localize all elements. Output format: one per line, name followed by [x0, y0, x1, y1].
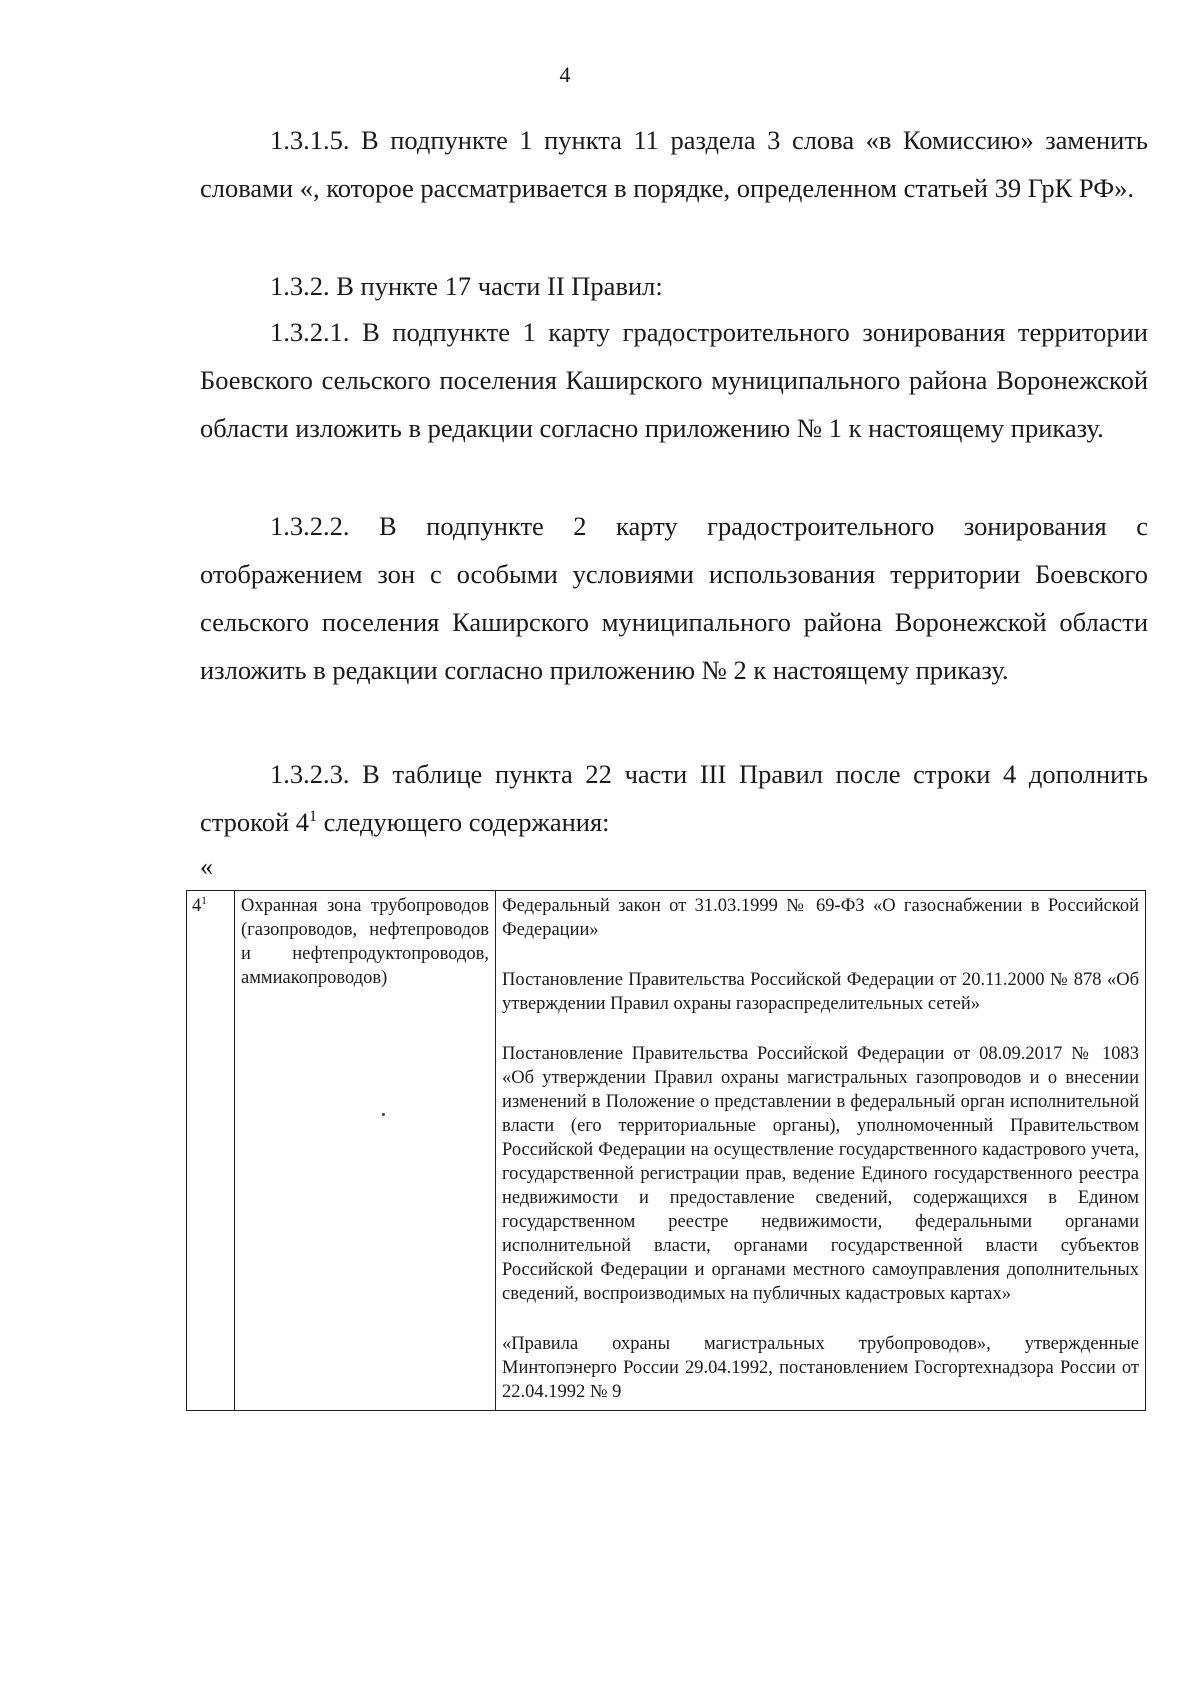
paragraph-1-3-2-3 — [200, 750, 1148, 846]
scan-dot-mark — [382, 1113, 385, 1116]
legal-document-1: Федеральный закон от 31.03.1999 № 69-ФЗ «О газоснабжении в Российской Федерации» — [502, 896, 1139, 940]
paragraph-1-3-2: 1.3.2. В пункте 17 части II Правил: — [270, 271, 663, 301]
legal-documents-cell — [496, 891, 1146, 1411]
row-superscript: 1 — [309, 808, 317, 826]
row-number-superscript: 1 — [201, 894, 207, 907]
row-number: 4 — [192, 896, 202, 916]
paragraph-1-3-2-2: 1.3.2.2. В подпункте 2 карту градостроительного зонирования с отображением зон с особыми условиями использования территории Боевского сельского поселения Каширского муниципального района Воронежской области изложить в редакции согласно приложению № 2 к настоящему приказу. — [200, 511, 1148, 685]
paragraph-1-3-2-1: 1.3.2.1. В подпункте 1 карту градостроительного зонирования территории Боевского сельского поселения Каширского муниципального района Воронежской области изложить в редакции согласно приложению № 1 к настоящему приказу. — [200, 317, 1148, 443]
legal-document-3: Постановление Правительства Российской Федерации от 08.09.2017 № 1083 «Об утверждении Правил охраны магистральных газопроводов и о внесении изменений в Положение о представлении в федеральный орган исполнительной власти (его территориальные органы), уполномоченный Правительством Российской Федерации на осуществление государственного кадастрового учета, государственной регистрации прав, ведение Единого государственного реестра недвижимости и предоставление сведений, содержащихся в Едином государственном реестре недвижимости, федеральными органами исполнительной власти, органами государственной власти субъектов Российской Федерации и органами местного самоуправления дополнительных сведений, воспроизводимых на публичных кадастровых картах» — [502, 1044, 1139, 1304]
page-number: 4 — [559, 62, 571, 87]
zone-table — [186, 890, 1146, 1411]
paragraph-1-3-2-3-tail: следующего содержания: — [316, 807, 610, 837]
zone-name-cell: Охранная зона трубопроводов (газопроводов, нефтепроводов и нефтепродуктопроводов, аммиакопроводов) — [235, 891, 496, 1411]
paragraph-1-3-2-3-lead: 1.3.2.3. В таблице пункта 22 части III Правил после строки 4 дополнить строкой 4 — [200, 759, 1148, 837]
table-row — [187, 891, 1146, 1411]
opening-quote-mark: « — [200, 852, 213, 881]
paragraph-1-3-1-5: 1.3.1.5. В подпункте 1 пункта 11 раздела 3 слова «в Комиссию» заменить словами «, которое рассматривается в порядке, определенном статьей 39 ГрК РФ». — [200, 125, 1148, 203]
legal-document-2: Постановление Правительства Российской Федерации от 20.11.2000 № 878 «Об утверждении Правил охраны газораспределительных сетей» — [502, 970, 1139, 1014]
legal-document-4: «Правила охраны магистральных трубопроводов», утвержденные Минтопэнерго России 29.04.1992, постановлением Госгортехнадзора России от 22.04.1992 № 9 — [502, 1334, 1139, 1402]
row-number-cell — [187, 891, 235, 1411]
